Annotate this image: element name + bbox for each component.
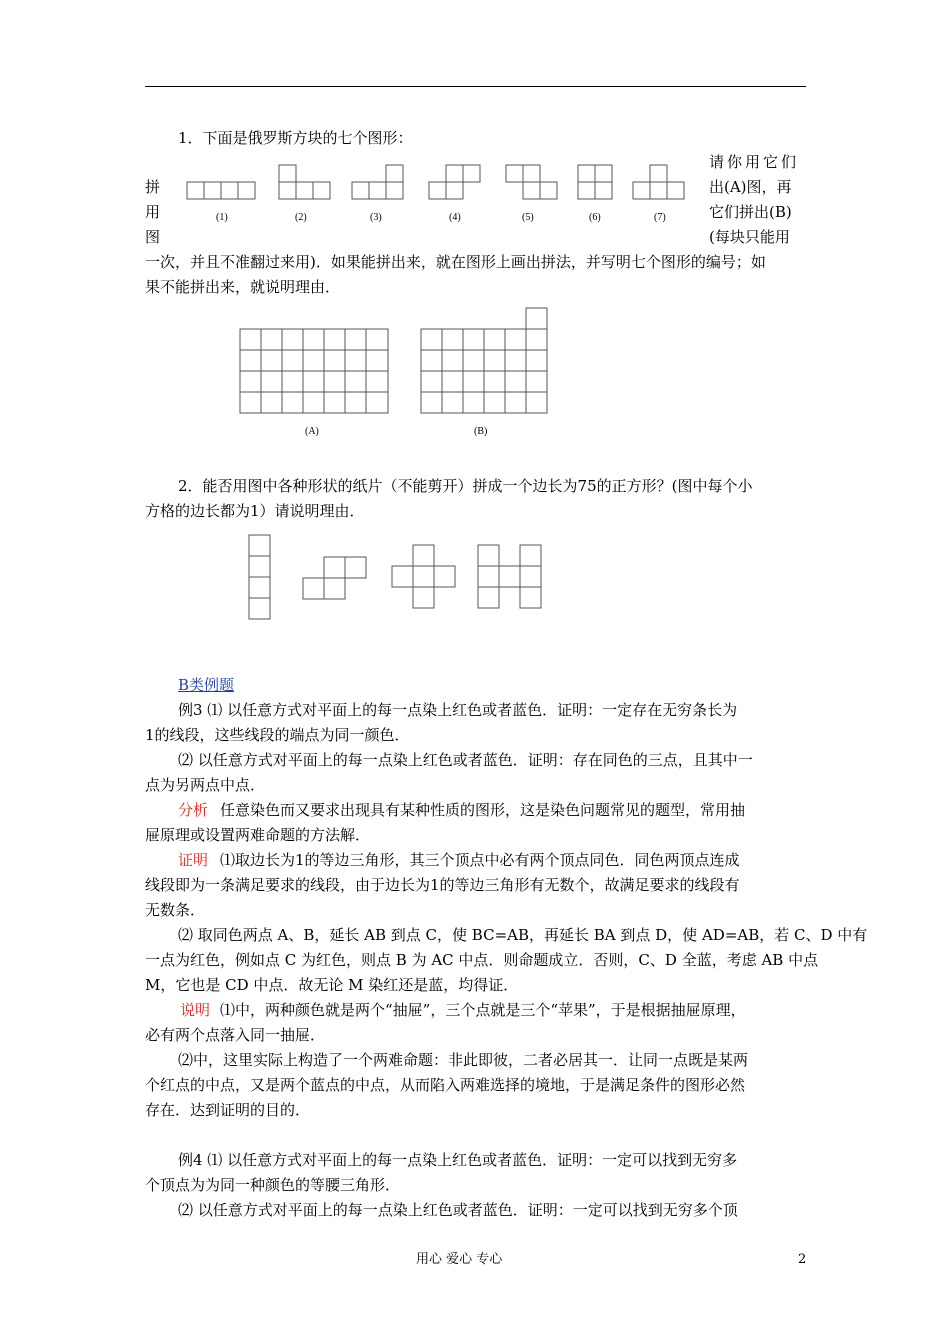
grid-a (240, 329, 388, 413)
note-label: 说明 (180, 1001, 211, 1019)
note-line2: 必有两个点落入同一抽屉． (145, 1026, 326, 1044)
tetromino-5 (506, 165, 557, 199)
ex3-a1: 例3 ⑴ 以任意方式对平面上的每一点染上红色或者蓝色．证明：一定存在无穷条长为 (178, 701, 738, 719)
piece-label-3: (3) (370, 212, 382, 223)
ex3-b2: 点为另两点中点． (145, 776, 266, 794)
tetromino-7 (633, 165, 684, 199)
grid-caption-a: (A) (305, 426, 319, 437)
shape-plus (392, 545, 455, 608)
p1-right3: 它们拼出(B) (709, 203, 792, 221)
tetromino-1 (187, 182, 255, 199)
note2-line2: 个红点的中点，又是两个蓝点的中点，从而陷入两难选择的境地，于是满足条件的图形必然 (145, 1076, 746, 1094)
p1-right2: 出(A)图，再 (709, 178, 792, 196)
piece-label-2: (2) (295, 212, 307, 223)
ex4-a1: 例4 ⑴ 以任意方式对平面上的每一点染上红色或者蓝色．证明：一定可以找到无穷多 (178, 1151, 738, 1169)
grid-b (421, 308, 547, 413)
proof2-line1: ⑵ 取同色两点 A、B，延长 AB 到点 C，使 BC=AB，再延长 BA 到点 D，使 AD=AB，若 C、D 中有 (178, 926, 868, 944)
p1-left3: 图 (145, 228, 161, 246)
shape-vertical-bar (249, 535, 270, 619)
piece-label-4: (4) (449, 212, 461, 223)
tetromino-4 (429, 165, 480, 199)
p1-line1: 1．下面是俄罗斯方块的七个图形： (178, 129, 413, 147)
tetromino-2 (279, 165, 330, 199)
proof-label: 证明 (178, 851, 209, 869)
analysis-label: 分析 (178, 801, 209, 819)
piece-label-5: (5) (522, 212, 534, 223)
tetromino-3 (352, 165, 403, 199)
p1-left1: 拼 (145, 178, 161, 196)
shape-h (478, 545, 541, 608)
footer-motto: 用心 爱心 专心 (416, 1252, 503, 1267)
note2-line1: ⑵中，这里实际上构造了一个两难命题：非此即彼，二者必居其一．让同一点既是某两 (178, 1051, 749, 1069)
p1-line3: 果不能拼出来，就说明理由． (145, 278, 341, 296)
p1-right4: (每块只能用 (709, 228, 790, 246)
proof-line1: ⑴取边长为1的等边三角形，其三个顶点中必有两个顶点同色．同色两顶点连成 (220, 851, 740, 869)
tetromino-6 (578, 165, 612, 199)
grid-caption-b: (B) (474, 426, 488, 437)
p1-line2: 一次，并且不准翻过来用)．如果能拼出来，就在图形上画出拼法，并写明七个图形的编号；如 (145, 253, 766, 271)
piece-label-7: (7) (654, 212, 666, 223)
proof-line2: 线段即为一条满足要求的线段，由于边长为1的等边三角形有无数个，故满足要求的线段有 (145, 876, 740, 894)
p2-line1: 2．能否用图中各种形状的纸片（不能剪开）拼成一个边长为75的正方形？(图中每个小 (178, 477, 753, 495)
piece-label-1: (1) (216, 212, 228, 223)
note2-line3: 存在．达到证明的目的． (145, 1101, 311, 1119)
shape-s-piece (303, 557, 366, 599)
p1-right1: 请你用它们 (709, 153, 800, 171)
ex4-b1: ⑵ 以任意方式对平面上的每一点染上红色或者蓝色．证明：一定可以找到无穷多个顶 (178, 1201, 738, 1219)
proof2-line3: M，它也是 CD 中点．故无论 M 染红还是蓝，均得证． (145, 976, 519, 994)
p1-left2: 用 (145, 203, 161, 221)
ex3-b1: ⑵ 以任意方式对平面上的每一点染上红色或者蓝色．证明：存在同色的三点，且其中一 (178, 751, 753, 769)
note-line1: ⑴中，两种颜色就是两个“抽屉”，三个点就是三个“苹果”，于是根据抽屉原理， (220, 1001, 746, 1019)
page-number: 2 (798, 1252, 807, 1267)
ex4-a2: 个顶点为为同一种颜色的等腰三角形． (145, 1176, 401, 1194)
p2-line2: 方格的边长都为1）请说明理由． (145, 502, 365, 520)
analysis-line2: 屉原理或设置两难命题的方法解． (145, 826, 371, 844)
header-rule (145, 86, 806, 87)
proof2-line2: 一点为红色，例如点 C 为红色，则点 B 为 AC 中点．则命题成立．否则，C、D 全蓝，考虑 AB 中点 (145, 951, 819, 969)
piece-label-6: (6) (589, 212, 601, 223)
section-b-link[interactable]: B类例题 (178, 676, 235, 694)
analysis-line1: 任意染色而又要求出现具有某种性质的图形，这是染色问题常见的题型，常用抽 (220, 801, 746, 819)
ex3-a2: 1的线段，这些线段的端点为同一颜色． (145, 726, 410, 744)
proof-line3: 无数条． (145, 901, 206, 919)
